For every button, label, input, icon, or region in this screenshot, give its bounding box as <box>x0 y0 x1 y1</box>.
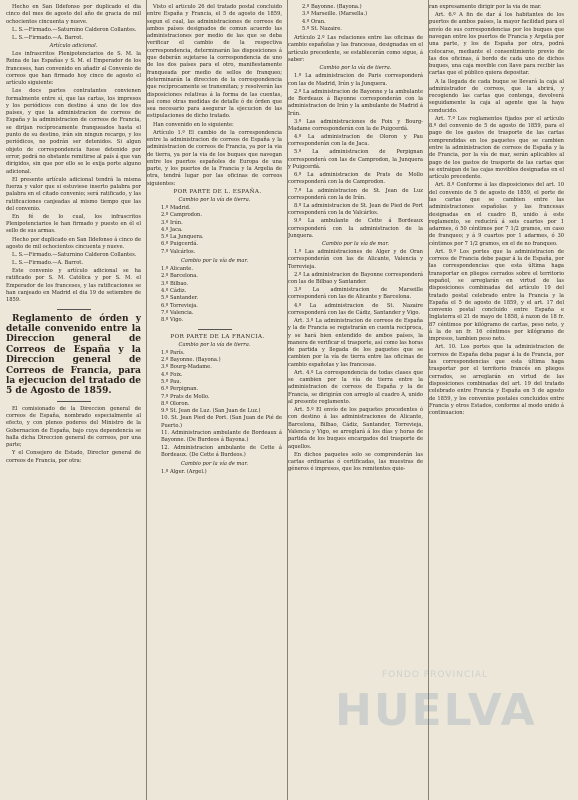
paragraph: Los docs partes contratantes convienen formalmente entre sí, que las cartas, los impresos y los periódicos con destino á uno de los dos países, y que la administracion de correos de España y la administracion de correos de Francia, se dirijan recíprocamente franqueados hasta el punto de su destino, irán sin ningun recargo, y los periódicos, no podrán ser detenidos. Si algun objeto de correspondencia fuese detenido por error, podrá no obstante remitirse al país á que van dirigidos, sin que por ello se le exija porte alguno adicional. <box>6 88 141 175</box>
watermark-subtext: FONDO PROVINCIAL <box>381 670 489 680</box>
subheading: Cambio por la vía de tierra. <box>319 65 392 72</box>
list-item: 10. St. Jean Pied de Port. (San Juan de Pié de Puerto.) <box>161 415 282 429</box>
subheading: Cambio por la vía de mar. <box>180 258 249 265</box>
list-item: 4.º Oran. <box>302 18 326 25</box>
list-item: 3.º Marseille. (Marsella.) <box>302 11 368 18</box>
divider-rule <box>57 401 91 402</box>
signature: L. S.—Firmado.—Saturnino Calderon Collantes. <box>12 26 137 33</box>
list-item: 6.º Perpignan. <box>161 386 199 393</box>
signature: L. S.—Firmado.—A. Barrot. <box>12 260 84 267</box>
list-item: 7.º Valencia. <box>161 309 194 316</box>
list-item: 6.º Puigcerdá. <box>161 241 199 248</box>
list-item: 7.º Valcárlos. <box>161 248 196 255</box>
subheading: Cambio por la vía de mar. <box>180 461 249 468</box>
list-item: 7.º Prats de Mollo. <box>161 393 210 400</box>
list-item: 5.º La Junquera. <box>161 234 204 241</box>
list-item: 4.º Foix. <box>161 371 183 378</box>
paragraph: Art. 5.º El envío de los paquetes procedentes ó con destino á las administraciones de Alicante, Barcelona, Bilbao, Cádiz, Santander, Torrevieja, Valencia y Vigo, se arreglará á los días y horas de partida de los buques encargados del trasporte de aquellos. <box>288 407 423 450</box>
office-list <box>302 4 423 33</box>
paragraph: Art. 6.º A fin de dar á los habitantes de los puertos de ambos países, la mayor facilidad para el envío de sus correspondencias por los buques que navegan entre los puertos de Francia y Argelia por una parte, y los de España por otra, podrá colocarse, mediante el consentimiento previo de las dos oficinas, á bordo de cada uno de dichos buques, una caja movible con llave para recibir las cartas que el público quiera depositar. <box>429 12 564 77</box>
paragraph: Hecho por duplicado en San Ildefonso á cinco de agosto de mil ochocientos cincuenta y nueve. <box>6 236 141 250</box>
subheading: Cambio por la vía de tierra. <box>178 341 251 348</box>
paragraph: 3.º Las administraciones de Foix y Bourg-Madame corresponderán con la de Puigcerdá. <box>288 118 423 132</box>
list-item: 2.º Camprodon. <box>161 212 203 219</box>
paragraph: 4.º La administracion de Oloron y Pau corresponderán con la de Jaca. <box>288 134 423 148</box>
paragraph: Los infrascritos Plenipotenciarios de S. M. la Reina de las Españas y S. M. el Emperador de los franceses, han convenido en añadir al Convenio de correos que han firmado hoy cinco de agosto el artículo siguiente: <box>6 50 141 87</box>
paragraph: 9.º La ambulante de Cette á Bordeaux corresponderá con la administracion de la Junquera. <box>288 218 423 239</box>
section-heading: POR PARTE DE LA FRANCIA. <box>170 333 265 340</box>
column-divider <box>146 0 147 800</box>
paragraph: Y el Consejero de Estado, Director general de correos de Francia, por otra: <box>6 450 141 464</box>
paragraph: 4.º La administracion de St. Nazaire corresponderá con las de Cádiz, Santander y Vigo. <box>288 302 423 316</box>
section-heading: POR PARTE DE L. ESPAÑA. <box>173 188 262 195</box>
signature: L. S.—Firmado.—Saturnino Calderon Collantes. <box>12 251 137 258</box>
list-item: 5.º Santander. <box>161 295 199 302</box>
paragraph: En dichos paquetes solo se comprenderán las cartas ordinarias ó certificadas, las muestras de géneros é impresos, que los remitentes quie- <box>288 451 423 473</box>
paragraph: 3.º La administracion de Marseille corresponderá con las de Alicante y Barcelona. <box>288 287 423 301</box>
section-heading: Artículo adicional. <box>49 42 98 49</box>
divider-rule <box>198 329 232 330</box>
paragraph: El comisionado de la Direccion general de correos de España, nombrado especialmente al efecto, y con plenos poderes del Ministro de la Gobernacion de España, bajo cuya dependencia se halla dicha Direccion general de correos, por una parte; <box>6 405 141 449</box>
paragraph: ran expresamente dirigir por la vía de mar. <box>429 4 542 10</box>
column-2 <box>147 4 282 800</box>
list-item: 2.º Bayonne. (Bayona.) <box>161 357 221 364</box>
list-item: 11. Administracion ambulante de Bordeaux á Bayonne. (De Burdeos á Bayona.) <box>161 430 282 444</box>
column-divider <box>428 0 429 800</box>
list-item: 1.º Madrid. <box>161 205 191 211</box>
list-item: 1.º Alicante. <box>161 266 193 273</box>
paragraph: Art. 4.º La correspondencia de todas clases que se cambien por la vía de tierra entre la administracion de correos de España y la de Francia, se dirigirán con arreglo al cuadro A, unido al presente reglamento. <box>288 369 423 405</box>
paragraph: 6.º La administracion de Prats de Mollo corresponderá con la de Camprodon. <box>288 172 423 186</box>
paragraph: Art. 3.º La administracion de correos de España y la de Francia se registrarán en cuenta recíproca, y se hará bien entendido de ambos países, la manera de verificar el trasporte, así como las horas de partida y llegada de los paquetes que se cambien por la vía de tierra entre las oficinas de cambio españolas y las francesas. <box>288 317 423 368</box>
list-item: 12. Administracion ambulante de Cette á Bordeaux. (De Cette á Burdeos.) <box>161 444 282 458</box>
watermark-text: HUELVA <box>335 685 537 736</box>
list-item: 2.º Barcelona. <box>161 273 198 280</box>
paragraph: 5.º La administracion de Perpignan corresponderá con las de Camprodon, la Junquera y Puigcerdá. <box>288 149 423 171</box>
list-item: 5.º Pau. <box>161 378 182 385</box>
subheading: Cambio por la vía de tierra. <box>178 196 251 203</box>
list-item: 4.º Cádiz. <box>161 288 187 295</box>
list-item: 9.º St. Jean de Luz. (San Juan de Luz.) <box>161 408 261 415</box>
paragraph: Art. 9.º Los portes que la administracion de correos de Francia debe pagar á la de España, por las correspondencias que esta última haga transportar en pliegos cerrados sobre el territorio español, se arreglarán en virtud de las disposiciones combinadas del artículo 19 del tratado postal celebrado entre la Francia y la España el 5 de agosto de 1859, y el art. 17 del convenio postal concluido entre España e Inglaterra el 21 de mayo de 1858, á razon de 18 fr. 87 céntimos por kilógramo de cartas, peso neto, y á la de un fr. 16 céntimos por kilógramo de impresos, tambien peso neto. <box>429 248 564 343</box>
list-item: 5.º St. Nazaire. <box>302 25 342 32</box>
paragraph: 2.º La administracion de Bayonne corresponderá con las de Bilbao y Santander. <box>288 271 423 286</box>
office-list <box>161 469 282 476</box>
list-item: 4.º Jaca. <box>161 226 183 233</box>
list-item: 6.º Torrevieja. <box>161 302 198 309</box>
office-list <box>161 266 282 324</box>
paragraph: 1.º La administracion de Paris corresponderá con las de Madrid, Irún y la Junquera. <box>288 73 423 87</box>
paragraph: 2.º La administracion de Bayonne y la ambulante de Bordeaux á Bayonne corresponderán con la administracion de Irún y la ambulante de Madrid á Irún. <box>288 88 423 117</box>
subheading: Cambio por la vía de mar. <box>321 240 390 247</box>
paragraph: Artículo 2.º Las relaciones entre las oficinas de cambio españolas y las francesas, designadas en el artículo precedente, se establecerán como sigue, á saber: <box>288 35 423 64</box>
paragraph: 7.º La administracion de St. Jean de Luz corresponderá con la de Irún. <box>288 187 423 201</box>
office-list <box>161 350 282 459</box>
column-4 <box>429 4 564 800</box>
paragraph: Hecho en San Ildefonso por duplicado el dia cinco del mes de agosto del año de gracia de mil ochocientos cincuenta y nueve. <box>6 4 141 25</box>
column-1 <box>6 4 141 800</box>
column-divider <box>287 0 288 800</box>
paragraph: En fé de lo cual, los infrascritos Plenipotenciarios le han firmado y puesto en él el sello de sus armas. <box>6 213 141 235</box>
document-title: Reglamento de órden y detalle convenido entre la Direccion general de Correos de España y la Direccion general de Correos de Francia, para la ejecucion del tratado de 5 de Agosto de 1859. <box>6 313 141 397</box>
paragraph: Artículo 1.º El cambio de la correspondencia entre la administracion de correos de España y la administracion de correos de Francia, ya por la via de tierra, ya por la via de los buques que navegan entre los puertos españoles de Europa de una parte, y los puertos de la Francia y la Argelia de otra, tendrá lugar por las oficinas de correos siguientes: <box>147 129 282 187</box>
paragraph: Art. 10. Los portes que la administracion de correos de España deba pagar á la de Francia, por las correspondencias que esta última haga trasportar por el territorio francés en pliegos cerrados, se arreglarán en virtud de las disposiciones combinadas del art. 19 del tratado celebrado entre Francia y España en 5 de agosto de 1859, y los convenios postales concluidos entre Francia y otros Estados, conforme al modo unido á continuacion: <box>429 344 564 417</box>
paragraph: El presente artículo adicional tendrá la misma fuerza y valor que si estuviese inserto palabra por palabra en el citado convenio; será ratificado, y las ratificaciones canjeadas al mismo tiempo que las del convenio. <box>6 176 141 212</box>
paragraph: 1.º Las administraciones de Alger y de Oran corresponderán con las de Alicante, Valencia y Torrevieja. <box>288 249 423 270</box>
office-list <box>161 205 282 256</box>
list-item: 3.º Bourg-Madame. <box>161 364 212 371</box>
list-item: 3.º Irún. <box>161 219 183 226</box>
list-item: 8.º Vigo. <box>161 317 184 324</box>
list-item: 3.º Bilbao. <box>161 280 189 287</box>
paragraph: Art. 8.º Conforme á las disposiciones del art. 10 del convenio de 5 de agosto de 1859, el porte de las cartas que se cambien entre las administraciones españolas y las francesas designadas en el cuadro B, unido á este reglamento, se reducirá á seis cuartos por 1 adarmes, ó 50 céntimos por 7 1/2 gramos, en caso de franqueo; y á 9 cuartos por 1 adarmes, ó 30 céntimos por 7 1/2 gramos, en el de no franqueo. <box>429 182 564 247</box>
list-item: 8.º Oloron. <box>161 400 190 407</box>
divider-rule <box>57 309 91 310</box>
paragraph: Visto el artículo 26 del tratado postal concluido entre España y Francia, el 5 de agosto de 1859, segun el cual, las administraciones de correos de ambos países designados de comun acuerdo las administraciones por medio de las que se deba verificar el cambio de la respectiva correspondencia, determinarán las disposiciones á que deberán sujetarse la correspondencia de uno de los dos países para el otro, manifiestamente franqueada por medio de sellos de franqueo; determinarán la direccion de la correspondencia que recíprocamente se transmitan; y resolverán las disposiciones relativas á la forma de las cuentas, así como otras medidas de detalle ó de órden que sea necesario para asegurar la ejecucion de las estipulaciones de dicho tratado. <box>147 4 282 120</box>
paragraph: A la llegada de cada buque se llevará la caja al administrador de correos, que la abrirá, y recogiendo las cartas que contenga, devolverá seguidamente la caja al agente que la haya conducido. <box>429 78 564 114</box>
paragraph: 8.º La administracion de St. Jean de Pied de Port corresponderá con la de Valcárlos. <box>288 202 423 217</box>
paragraph: Este convenio y artículo adicional se ha ratificado por S. M. Católica y por S. M. el Emperador de los franceses, y las ratificaciones se han canjeado en Madrid el dia 19 de setiembre de 1859. <box>6 268 141 304</box>
list-item: 2.º Bayonne. (Bayona.) <box>302 4 362 10</box>
signature: L. S.—Firmado.—A. Barrot. <box>12 34 84 41</box>
list-item: 1.º París. <box>161 349 185 356</box>
column-3 <box>288 4 423 800</box>
paragraph: Han convenido en lo siguiente: <box>153 121 234 128</box>
paragraph: Art. 7.º Los reglamentos fijados por el artículo 8.º del convenio de 5 de agosto de 1859, para el pago de los gastos de trasporte de las cartas comprendidas en los paquetes que se cambien entre la administracion de correos de España y la de Francia, por la vía de mar, serán aplicables al pago de los gastos de trasporte de las cartas que se extraigan de las cajas movibles designadas en el artículo precedente. <box>429 115 564 181</box>
list-item: 1.º Alger. (Argel.) <box>161 469 207 476</box>
